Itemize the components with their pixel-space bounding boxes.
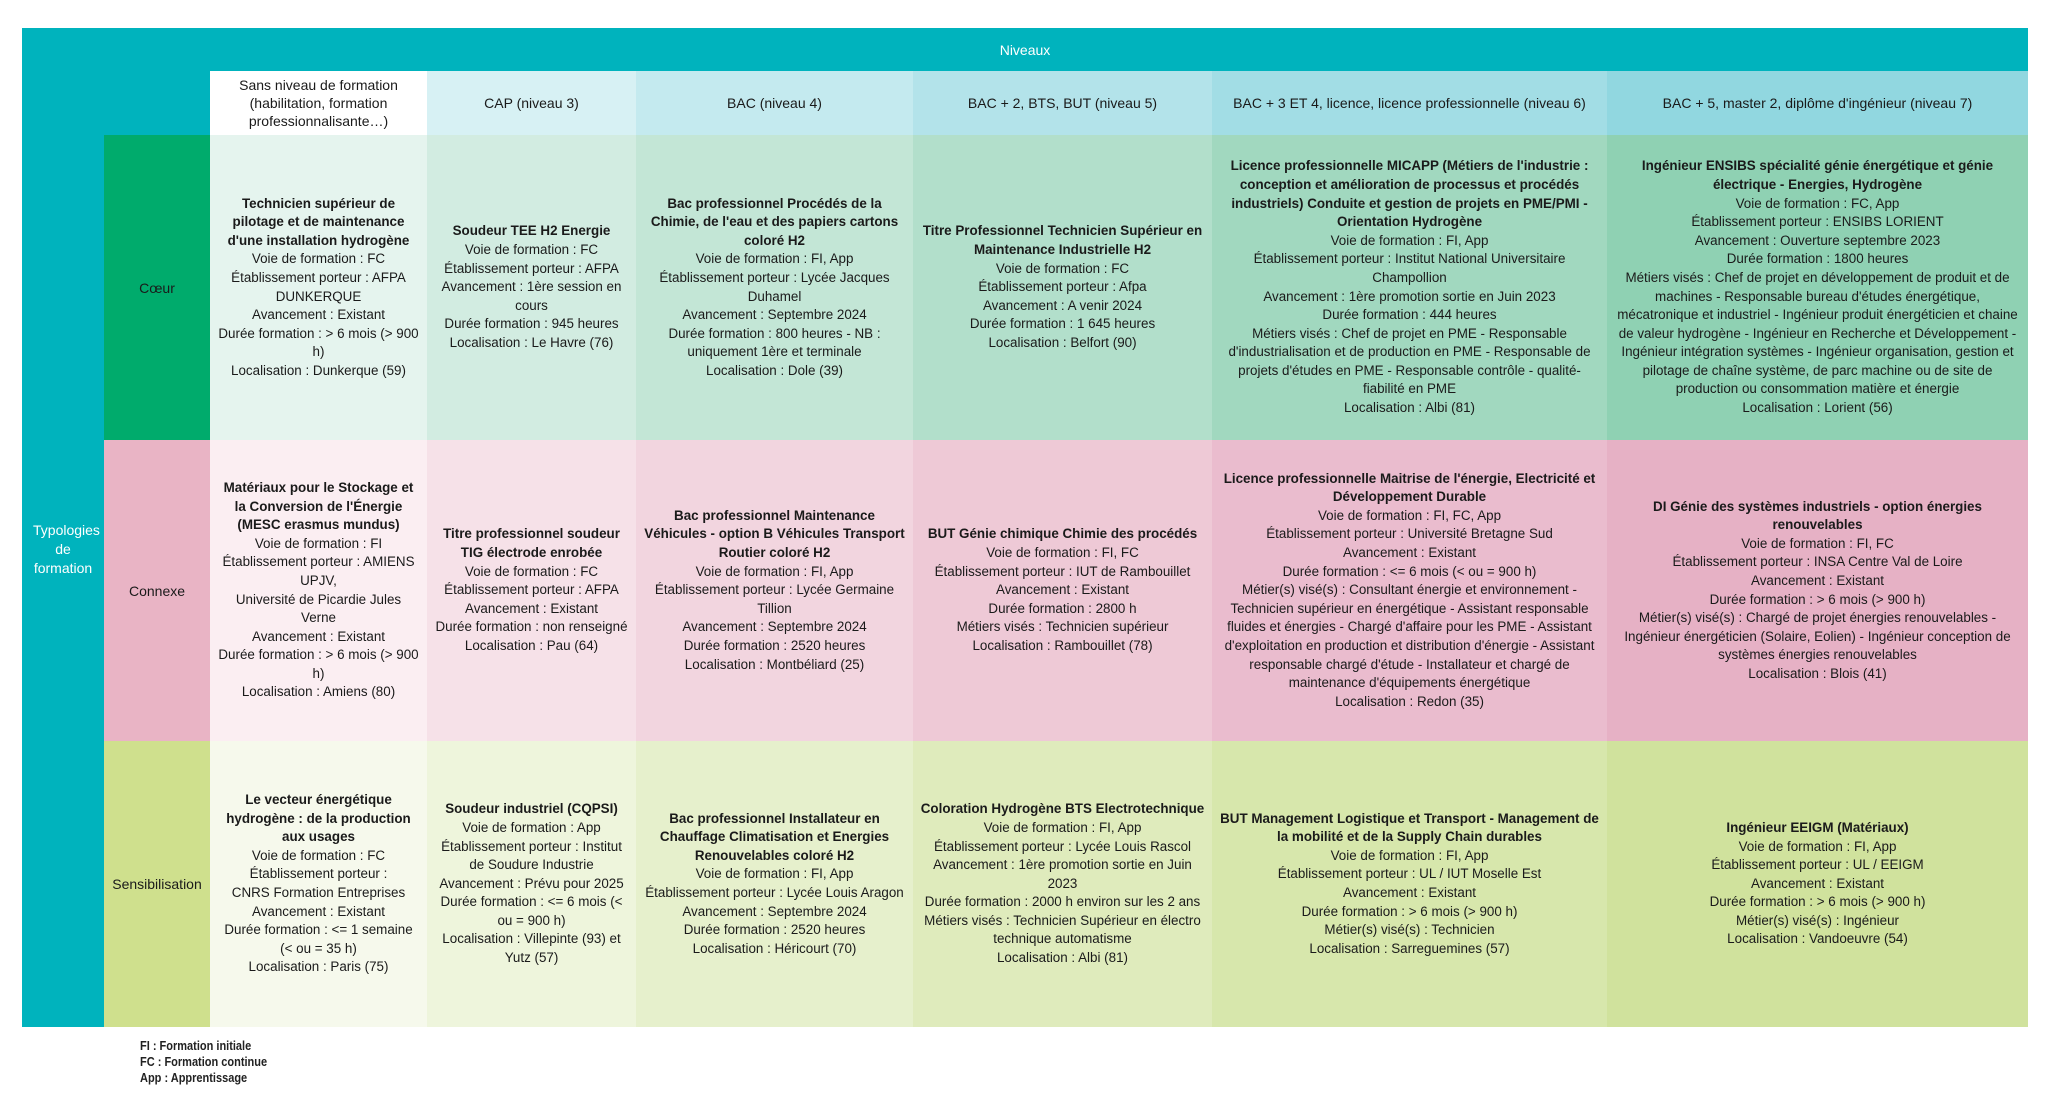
training-detail: Métier(s) visé(s) : Ingénieur — [1736, 912, 1899, 928]
training-detail: Localisation : Paris (75) — [248, 959, 389, 975]
training-detail: Localisation : Rambouillet (78) — [972, 637, 1153, 653]
training-detail: Établissement porteur : Afpa — [978, 279, 1147, 295]
training-cell-coeur-level-bac5 — [1607, 135, 2028, 440]
training-detail: Avancement : Septembre 2024 — [682, 307, 867, 323]
training-detail: Établissement porteur : — [249, 866, 388, 882]
training-detail: Localisation : Redon (35) — [1335, 693, 1484, 709]
training-detail: Durée formation : <= 6 mois (< ou = 900 h) — [1282, 563, 1537, 579]
training-detail: Établissement porteur : ENSIBS LORIENT — [1691, 214, 1944, 230]
training-detail: Durée formation : > 6 mois (> 900 h) — [1301, 903, 1518, 919]
training-title: Licence professionnelle MICAPP (Métiers de l'industrie : conception et amélioration de processus et procédés industriels) Conduite et gestion de projets en PME/PMI - Orientation Hydrogène — [1230, 158, 1589, 230]
training-detail: Voie de formation : FI, FC — [986, 545, 1139, 561]
training-detail: Voie de formation : FI, FC — [1741, 535, 1894, 551]
training-detail: Établissement porteur : Lycée Louis Aragon — [645, 885, 904, 900]
column-header-level-bac: BAC (niveau 4) — [636, 71, 913, 135]
training-detail: Durée formation : 1 645 heures — [969, 316, 1156, 332]
training-detail: Voie de formation : FI, App — [1738, 838, 1897, 854]
training-detail: CNRS Formation Entreprises — [231, 885, 406, 900]
training-matrix — [22, 28, 2028, 1027]
training-cell-coeur-level-cap — [427, 135, 636, 440]
training-detail: Durée formation : <= 6 mois (< ou = 900 h) — [440, 894, 623, 928]
training-detail: Localisation : Vandoeuvre (54) — [1727, 931, 1908, 947]
training-detail: Avancement : Existant — [252, 307, 385, 323]
training-title: BUT Génie chimique Chimie des procédés — [927, 526, 1198, 542]
training-detail: Métiers visés : Technicien Supérieur en électro technique automatisme — [924, 912, 1201, 947]
training-detail: Établissement porteur : AFPA — [444, 582, 619, 598]
training-detail: Établissement porteur : Lycée Germaine Tillion — [654, 582, 895, 616]
training-detail: Avancement : A venir 2024 — [982, 297, 1143, 313]
training-detail: Durée formation : 800 heures - NB : uniquement 1ère et terminale — [668, 325, 881, 360]
column-header-level-bac5: BAC + 5, master 2, diplôme d'ingénieur (niveau 7) — [1607, 71, 2028, 135]
training-detail: Établissement porteur : Université Bretagne Sud — [1266, 526, 1553, 542]
training-detail: Durée formation : > 6 mois (> 900 h) — [218, 325, 419, 360]
training-detail: Métier(s) visé(s) : Consultant énergie et environnement - Technicien supérieur en énergétique - Assistant responsable fluides et énergies - Chargé d'affaire pour les PME - Assistant d'exploitation en production et distribution d'énergie - Assistant responsable chargé d'étude - Installateur et chargé de maintenance d'équipements énergétique — [1224, 582, 1595, 691]
training-detail: Avancement : Septembre 2024 — [682, 903, 867, 919]
column-header-level-bac2: BAC + 2, BTS, BUT (niveau 5) — [913, 71, 1212, 135]
training-detail: Durée formation : > 6 mois (> 900 h) — [218, 647, 419, 681]
training-detail: Durée formation : > 6 mois (> 900 h) — [1709, 591, 1926, 607]
training-title: Titre professionnel soudeur TIG électrode enrobée — [443, 526, 620, 561]
training-detail: Établissement porteur : AFPA DUNKERQUE — [231, 269, 406, 304]
corner-blank — [104, 71, 210, 135]
training-detail: Localisation : Sarreguemines (57) — [1309, 940, 1510, 956]
training-detail: Voie de formation : FI, FC, App — [1317, 507, 1502, 523]
training-detail: Voie de formation : FI, App — [695, 251, 854, 267]
legend-app: App : Apprentissage — [140, 1071, 248, 1085]
training-detail: Localisation : Pau (64) — [464, 637, 599, 653]
training-detail: Métiers visés : Technicien supérieur — [956, 619, 1169, 635]
training-detail: Voie de formation : FI, App — [1330, 847, 1489, 863]
training-cell-connexe-level-bac — [636, 440, 913, 741]
training-detail: Voie de formation : FC, App — [1735, 195, 1900, 211]
training-title: Coloration Hydrogène BTS Electrotechnique — [920, 801, 1205, 817]
training-detail: Durée formation : 444 heures — [1322, 307, 1497, 323]
training-detail: Voie de formation : FC — [464, 563, 599, 579]
training-detail: Établissement porteur : IUT de Rambouillet — [934, 563, 1191, 579]
training-cell-connexe-level-bac2 — [913, 440, 1212, 741]
training-detail: Durée formation : 1800 heures — [1726, 251, 1909, 267]
training-detail: Établissement porteur : UL / EEIGM — [1711, 857, 1924, 873]
training-detail: Durée formation : <= 1 semaine (< ou = 35 h) — [224, 922, 413, 956]
training-title: Soudeur TEE H2 Energie — [452, 223, 611, 239]
training-detail: Voie de formation : FI, App — [1330, 232, 1489, 248]
training-detail: Avancement : 1ère session en cours — [441, 279, 622, 313]
training-detail: Localisation : Belfort (90) — [988, 334, 1137, 350]
training-detail: Voie de formation : FI, App — [695, 563, 854, 579]
training-cell-sensibilisation-level-bac3-4 — [1212, 741, 1607, 1027]
column-header-level-bac3-4: BAC + 3 ET 4, licence, licence professionnelle (niveau 6) — [1212, 71, 1607, 135]
training-cell-connexe-level-cap — [427, 440, 636, 741]
training-cell-sensibilisation-level-none — [210, 741, 427, 1027]
training-detail: Université de Picardie Jules Verne — [235, 591, 402, 626]
column-header-level-cap: CAP (niveau 3) — [427, 71, 636, 135]
training-detail: Voie de formation : FC — [464, 242, 599, 258]
training-detail: Localisation : Albi (81) — [996, 950, 1128, 966]
training-cell-sensibilisation-level-bac — [636, 741, 913, 1027]
training-detail: Localisation : Blois (41) — [1748, 665, 1887, 681]
training-title: DI Génie des systèmes industriels - option énergies renouvelables — [1653, 498, 1982, 533]
training-detail: Localisation : Dole (39) — [706, 362, 843, 378]
training-detail: Localisation : Albi (81) — [1343, 400, 1475, 416]
training-cell-connexe-level-bac5 — [1607, 440, 2028, 741]
legend-fc: FC : Formation continue — [140, 1055, 268, 1069]
typologies-label — [22, 71, 104, 1027]
training-cell-coeur-level-bac — [636, 135, 913, 440]
training-detail: Avancement : 1ère promotion sortie en Juin 2023 — [933, 857, 1192, 891]
training-detail: Localisation : Le Havre (76) — [449, 334, 614, 350]
training-detail: Avancement : Existant — [996, 582, 1129, 598]
training-detail: Durée formation : > 6 mois (> 900 h) — [1709, 894, 1926, 910]
training-title: Bac professionnel Installateur en Chauffage Climatisation et Energies Renouvelables coloré H2 — [659, 810, 890, 863]
training-title: Ingénieur EEIGM (Matériaux) — [1726, 819, 1909, 835]
training-cell-sensibilisation-level-cap — [427, 741, 636, 1027]
training-detail: Établissement porteur : AMIENS UPJV, — [222, 554, 415, 588]
row-label-coeur: Cœur — [104, 135, 210, 440]
training-detail: Durée formation : 2520 heures — [683, 922, 866, 938]
training-detail: Avancement : Existant — [465, 600, 598, 616]
training-detail: Établissement porteur : Lycée Jacques Duhamel — [659, 269, 890, 304]
training-cell-connexe-level-bac3-4 — [1212, 440, 1607, 741]
training-detail: Avancement : Ouverture septembre 2023 — [1694, 232, 1941, 248]
training-detail: Avancement : Existant — [1343, 885, 1476, 900]
training-title: Bac professionnel Procédés de la Chimie, de l'eau et des papiers cartons coloré H2 — [650, 195, 899, 248]
training-title: Licence professionnelle Maitrise de l'énergie, Electricité et Développement Durable — [1223, 470, 1596, 505]
training-cell-connexe-level-none — [210, 440, 427, 741]
training-title: Le vecteur énergétique hydrogène : de la production aux usages — [226, 792, 411, 845]
training-detail: Voie de formation : FI, App — [983, 819, 1142, 835]
training-detail: Durée formation : 2520 heures — [683, 637, 866, 653]
training-title: Ingénieur ENSIBS spécialité génie énergétique et génie électrique - Energies, Hydrogène — [1641, 158, 1994, 192]
training-detail: Établissement porteur : Institut National Universitaire Champollion — [1253, 251, 1566, 285]
training-title: Matériaux pour le Stockage et la Conversion de l'Énergie (MESC erasmus mundus) — [223, 479, 414, 533]
training-title: BUT Management Logistique et Transport - Management de la mobilité et de la Supply Chain durables — [1220, 810, 1599, 845]
training-detail: Avancement : Septembre 2024 — [682, 619, 867, 635]
training-detail: Établissement porteur : AFPA — [444, 260, 619, 276]
training-cell-sensibilisation-level-bac5 — [1607, 741, 2028, 1027]
training-detail: Avancement : Existant — [1751, 572, 1884, 588]
training-detail: Localisation : Dunkerque (59) — [231, 362, 406, 378]
training-detail: Établissement porteur : Lycée Louis Rascol — [933, 838, 1192, 854]
training-detail: Avancement : Existant — [252, 628, 385, 644]
training-cell-coeur-level-bac2 — [913, 135, 1212, 440]
training-detail: Avancement : Existant — [252, 903, 385, 919]
training-detail: Établissement porteur : Institut de Soudure Industrie — [441, 838, 622, 873]
training-detail: Avancement : 1ère promotion sortie en Juin 2023 — [1263, 288, 1556, 304]
training-cell-coeur-level-bac3-4 — [1212, 135, 1607, 440]
training-detail: Métiers visés : Chef de projet en PME - Responsable d'industrialisation et de production en PME - Responsable de projets d'études en PME - Responsable contrôle - qualité- fiabilité en PME — [1228, 325, 1591, 397]
training-detail: Voie de formation : FI — [254, 535, 383, 551]
training-detail: Voie de formation : App — [462, 819, 601, 835]
training-detail: Voie de formation : FC — [995, 260, 1130, 276]
training-detail: Voie de formation : FI, App — [695, 866, 854, 882]
legend — [140, 1038, 284, 1086]
training-detail: Localisation : Amiens (80) — [241, 684, 396, 700]
training-detail: Localisation : Lorient (56) — [1742, 400, 1893, 416]
training-cell-coeur-level-none — [210, 135, 427, 440]
training-title: Technicien supérieur de pilotage et de maintenance d'une installation hydrogène — [227, 195, 410, 248]
levels-header: Niveaux — [22, 28, 2028, 71]
training-detail: Durée formation : 945 heures — [444, 316, 619, 332]
training-cell-sensibilisation-level-bac2 — [913, 741, 1212, 1027]
legend-fi: FI : Formation initiale — [140, 1039, 252, 1053]
column-header-level-none: Sans niveau de formation (habilitation, formation professionnalisante…) — [210, 71, 427, 135]
training-title: Titre Professionnel Technicien Supérieur en Maintenance Industrielle H2 — [922, 223, 1203, 258]
typologies-label-text: Typologies de formation — [33, 521, 100, 576]
row-label-connexe: Connexe — [104, 440, 210, 741]
training-detail: Avancement : Prévu pour 2025 — [439, 875, 624, 891]
training-detail: Établissement porteur : INSA Centre Val de Loire — [1672, 554, 1963, 570]
training-detail: Métier(s) visé(s) : Chargé de projet énergies renouvelables - Ingénieur énergéticien (Solaire, Eolien) - Ingénieur conception de systèmes énergies renouvelables — [1624, 610, 2011, 663]
training-detail: Localisation : Héricourt (70) — [692, 940, 857, 956]
training-detail: Durée formation : 2800 h — [988, 600, 1137, 616]
training-detail: Établissement porteur : UL / IUT Moselle Est — [1277, 866, 1542, 882]
training-detail: Durée formation : 2000 h environ sur les 2 ans — [924, 894, 1201, 910]
training-detail: Voie de formation : FC — [251, 251, 386, 267]
training-detail: Localisation : Villepinte (93) et Yutz (57) — [442, 931, 621, 966]
training-detail: Localisation : Montbéliard (25) — [684, 656, 865, 672]
training-title: Soudeur industriel (CQPSI) — [445, 801, 618, 817]
training-detail: Avancement : Existant — [1343, 545, 1476, 561]
training-detail: Métier(s) visé(s) : Technicien — [1324, 922, 1495, 938]
training-detail: Avancement : Existant — [1751, 875, 1884, 891]
row-label-sensibilisation: Sensibilisation — [104, 741, 210, 1027]
training-title: Bac professionnel Maintenance Véhicules - option B Véhicules Transport Routier coloré H2 — [644, 507, 905, 561]
training-detail: Durée formation : non renseigné — [435, 619, 628, 635]
training-detail: Métiers visés : Chef de projet en développement de produit et de machines - Responsable bureau d'études énergétique, mécatronique et industriel - Ingénieur produit énergéticien et chaine de valeur hydrogène - Ingénieur en Recherche et Développement - Ingénieur intégration systèmes - Ingénieur organisation, gestion et pilotage de chaîne système, de parc machine ou de site de production ou consommation matière et énergie — [1617, 269, 2018, 397]
training-detail: Voie de formation : FC — [251, 847, 386, 863]
